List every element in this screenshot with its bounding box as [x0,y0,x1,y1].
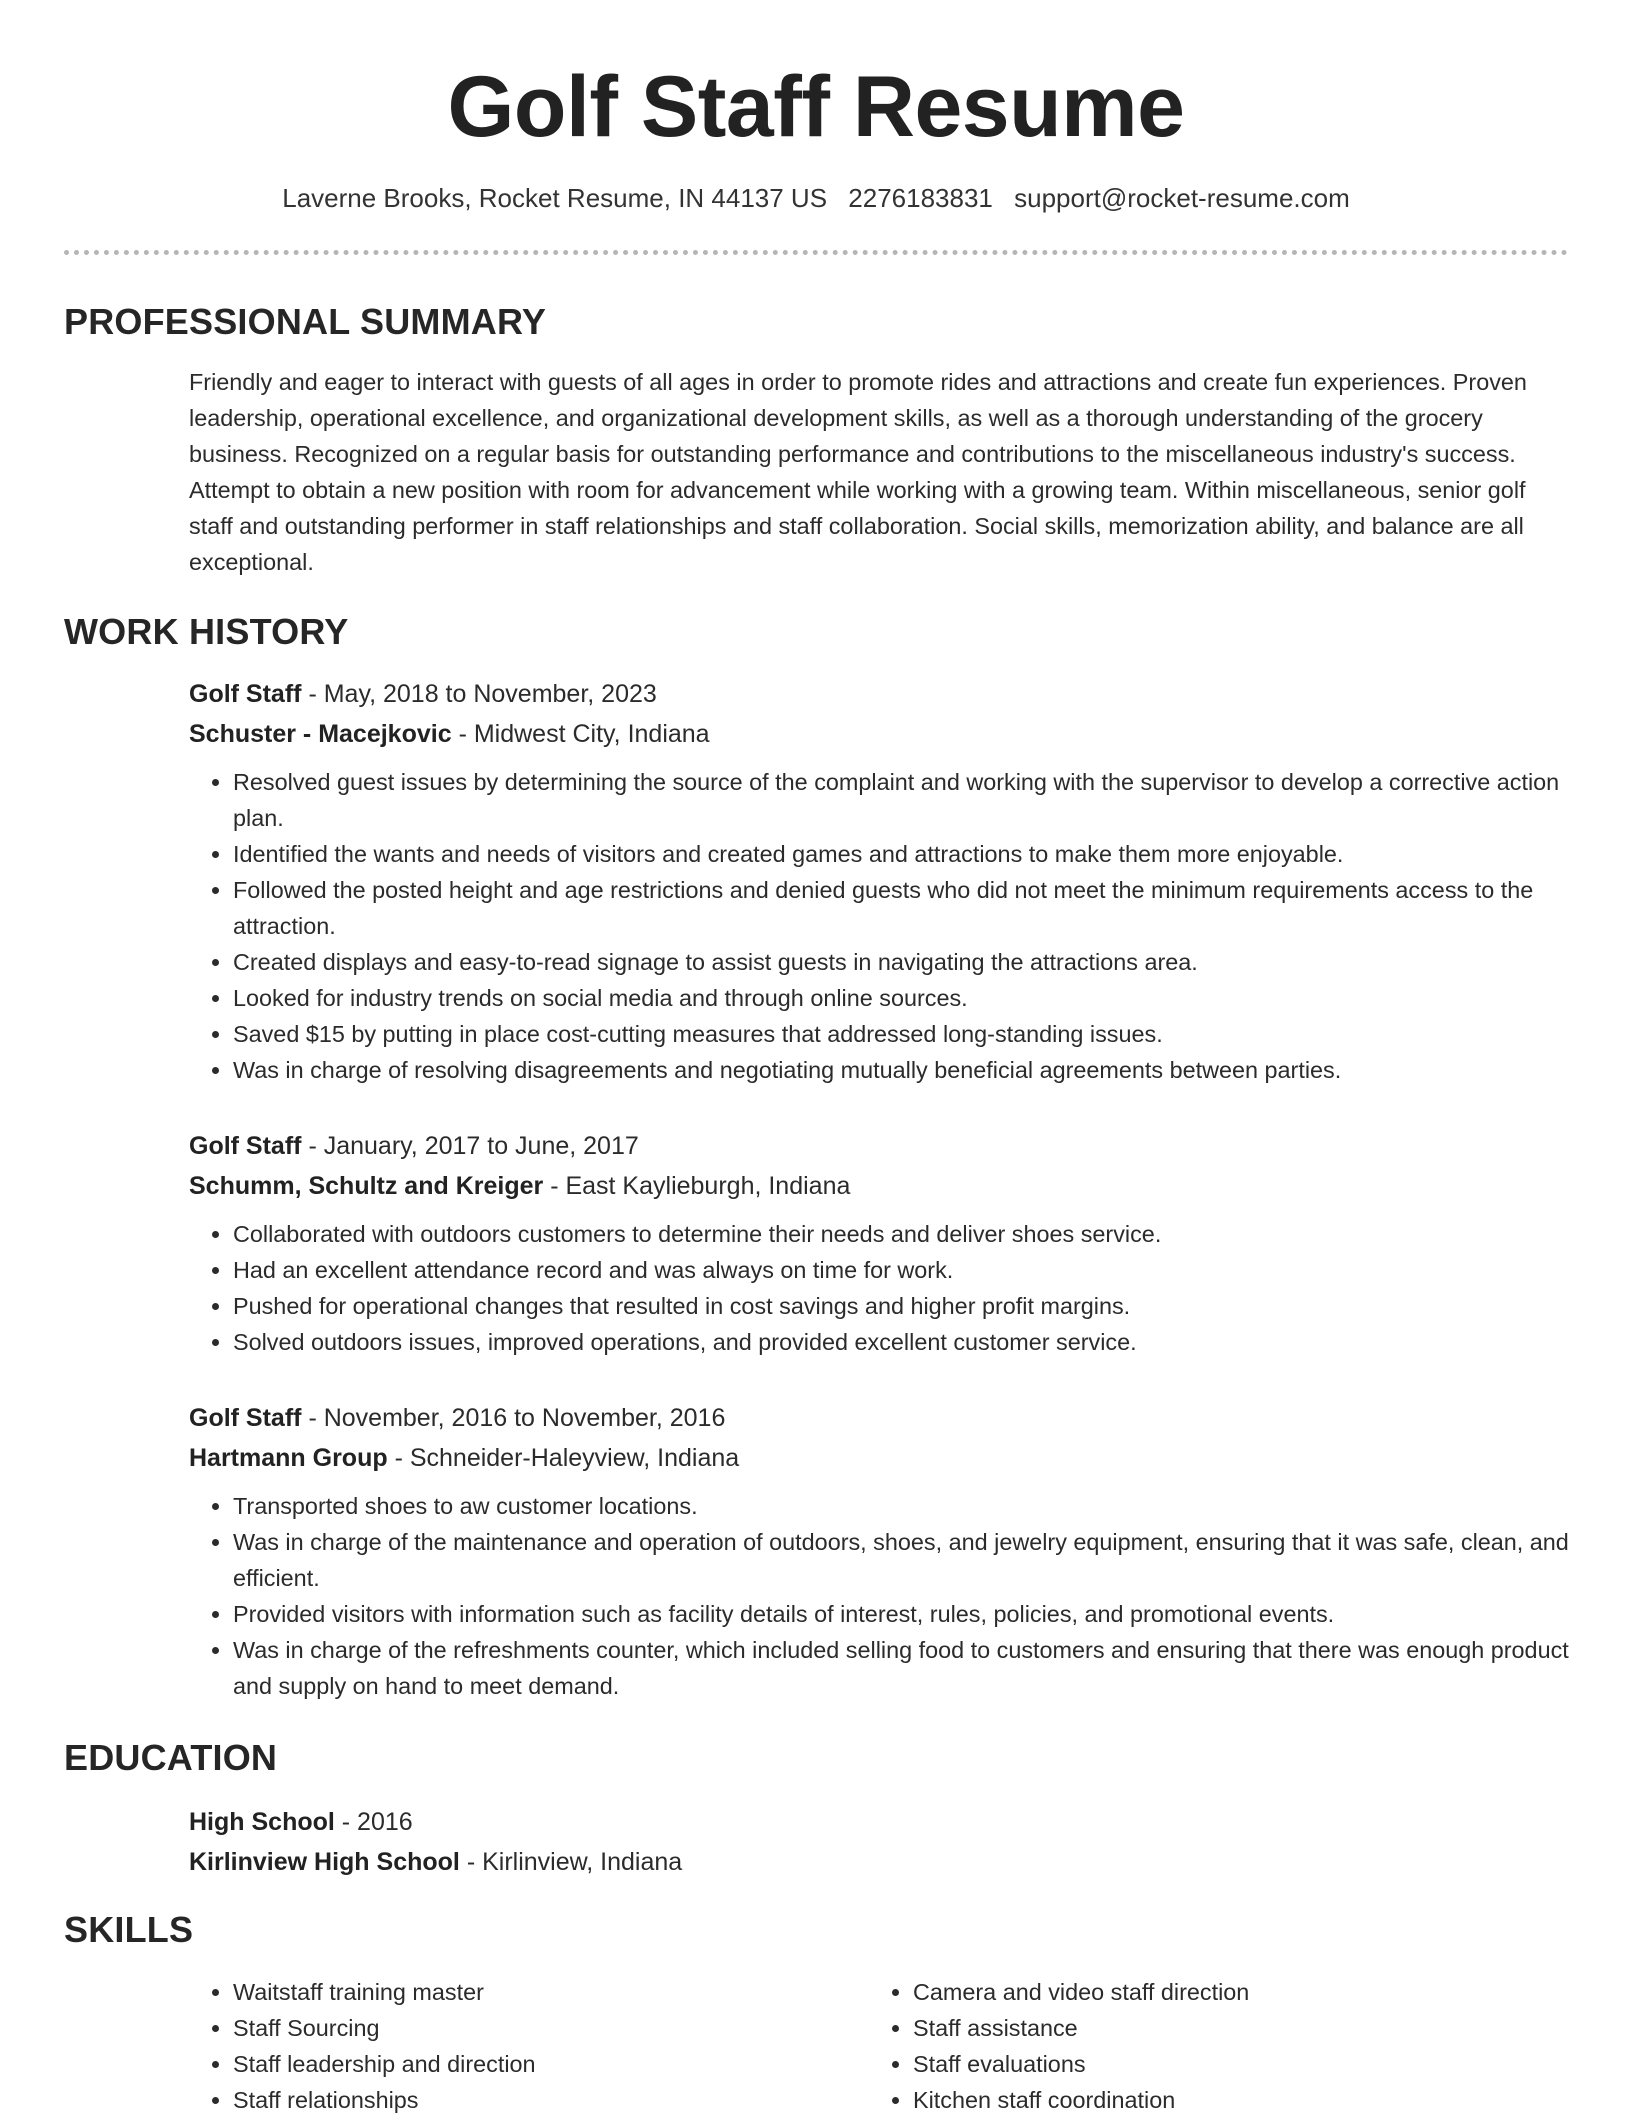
contact-phone: 2276183831 [848,183,993,213]
skills-column-left [189,1974,869,2118]
section-title-education: EDUCATION [64,1737,278,1778]
list-item: • Created displays and easy-to-read signage to assist guests in navigating the attractions area. [233,944,1569,980]
list-item: • Was in charge of the maintenance and operation of outdoors, shoes, and jewelry equipment, ensuring that it was safe, clean, and efficient. [233,1524,1569,1596]
job-entry [189,1398,1569,1704]
job-company: Schumm, Schultz and Kreiger [189,1172,544,1200]
job-title: Golf Staff [189,1404,302,1432]
list-item: • Staff relationships [233,2082,869,2118]
list-item: • Staff assistance [913,2010,1549,2046]
list-item: • Followed the posted height and age restrictions and denied guests who did not meet the minimum requirements access to the attraction. [233,872,1569,944]
job-company-line [189,1438,1569,1478]
list-item: • Transported shoes to aw customer locations. [233,1488,1569,1524]
contact-line [0,180,1632,216]
job-bullets [189,764,1569,1088]
list-item: • Solved outdoors issues, improved operations, and provided excellent customer service. [233,1324,1569,1360]
list-item: • Looked for industry trends on social media and through online sources. [233,980,1569,1016]
education-location: - Kirlinview, Indiana [459,1848,683,1876]
education-year: - 2016 [334,1808,413,1836]
summary-block [189,364,1569,580]
list-item: • Had an excellent attendance record and was always on time for work. [233,1252,1569,1288]
list-item: • Saved $15 by putting in place cost-cutting measures that addressed long-standing issues. [233,1016,1569,1052]
skills-column-right [869,1974,1549,2118]
contact-address: Laverne Brooks, Rocket Resume, IN 44137 US [282,183,828,213]
job-company: Schuster - Macejkovic [189,720,452,748]
list-item: • Pushed for operational changes that resulted in cost savings and higher profit margins. [233,1288,1569,1324]
job-dates: - January, 2017 to June, 2017 [301,1132,639,1160]
job-title: Golf Staff [189,680,302,708]
list-item: • Staff evaluations [913,2046,1549,2082]
job-location: - Midwest City, Indiana [451,720,710,748]
job-dates: - May, 2018 to November, 2023 [301,680,657,708]
skills-list-left [189,1974,869,2118]
page-title: Golf Staff Resume [447,59,1185,155]
job-location: - Schneider-Haleyview, Indiana [387,1444,740,1472]
job-company: Hartmann Group [189,1444,388,1472]
education-entry [189,1802,1569,1882]
list-item: • Waitstaff training master [233,1974,869,2010]
list-item: • Was in charge of resolving disagreements and negotiating mutually beneficial agreements between parties. [233,1052,1569,1088]
job-bullets [189,1488,1569,1704]
section-title-work: WORK HISTORY [64,611,349,652]
contact-email: support@rocket-resume.com [1014,183,1350,213]
education-school: Kirlinview High School [189,1848,460,1876]
job-title-line [189,674,1569,714]
skills-block [189,1974,1569,2118]
list-item: • Resolved guest issues by determining the source of the complaint and working with the supervisor to develop a corrective action plan. [233,764,1569,836]
job-dates: - November, 2016 to November, 2016 [301,1404,726,1432]
job-company-line [189,714,1569,754]
list-item: • Kitchen staff coordination [913,2082,1549,2118]
section-title-skills: SKILLS [64,1909,194,1950]
list-item: • Identified the wants and needs of visitors and created games and attractions to make them more enjoyable. [233,836,1569,872]
list-item: • Staff Sourcing [233,2010,869,2046]
summary-text: Friendly and eager to interact with guests of all ages in order to promote rides and attractions and create fun experiences. Proven leadership, operational excellence, and organizational development skills, as well as a thorough understanding of the grocery business. Recognized on a regular basis for outstanding performance and contributions to the miscellaneous industry's success. Attempt to obtain a new position with room for advancement while working with a growing team. Within miscellaneous, senior golf staff and outstanding performer in staff relationships and staff collaboration. Social skills, memorization ability, and balance are all exceptional. [189,369,1527,575]
job-location: - East Kaylieburgh, Indiana [543,1172,851,1200]
list-item: • Collaborated with outdoors customers to determine their needs and deliver shoes service. [233,1216,1569,1252]
job-title-line [189,1398,1569,1438]
job-title: Golf Staff [189,1132,302,1160]
list-item: • Provided visitors with information such as facility details of interest, rules, policies, and promotional events. [233,1596,1569,1632]
education-degree: High School [189,1808,335,1836]
list-item: • Camera and video staff direction [913,1974,1549,2010]
education-school-line [189,1842,1569,1882]
job-company-line [189,1166,1569,1206]
section-title-summary: PROFESSIONAL SUMMARY [64,301,547,342]
education-degree-line [189,1802,1569,1842]
job-entry [189,674,1569,1088]
skills-grid [189,1974,1569,2118]
list-item: • Was in charge of the refreshments counter, which included selling food to customers and ensuring that there was enough product and supply on hand to meet demand. [233,1632,1569,1704]
job-bullets [189,1216,1569,1360]
list-item: • Staff leadership and direction [233,2046,869,2082]
job-entry [189,1126,1569,1360]
header-divider [64,250,1568,255]
job-title-line [189,1126,1569,1166]
skills-list-right [869,1974,1549,2118]
